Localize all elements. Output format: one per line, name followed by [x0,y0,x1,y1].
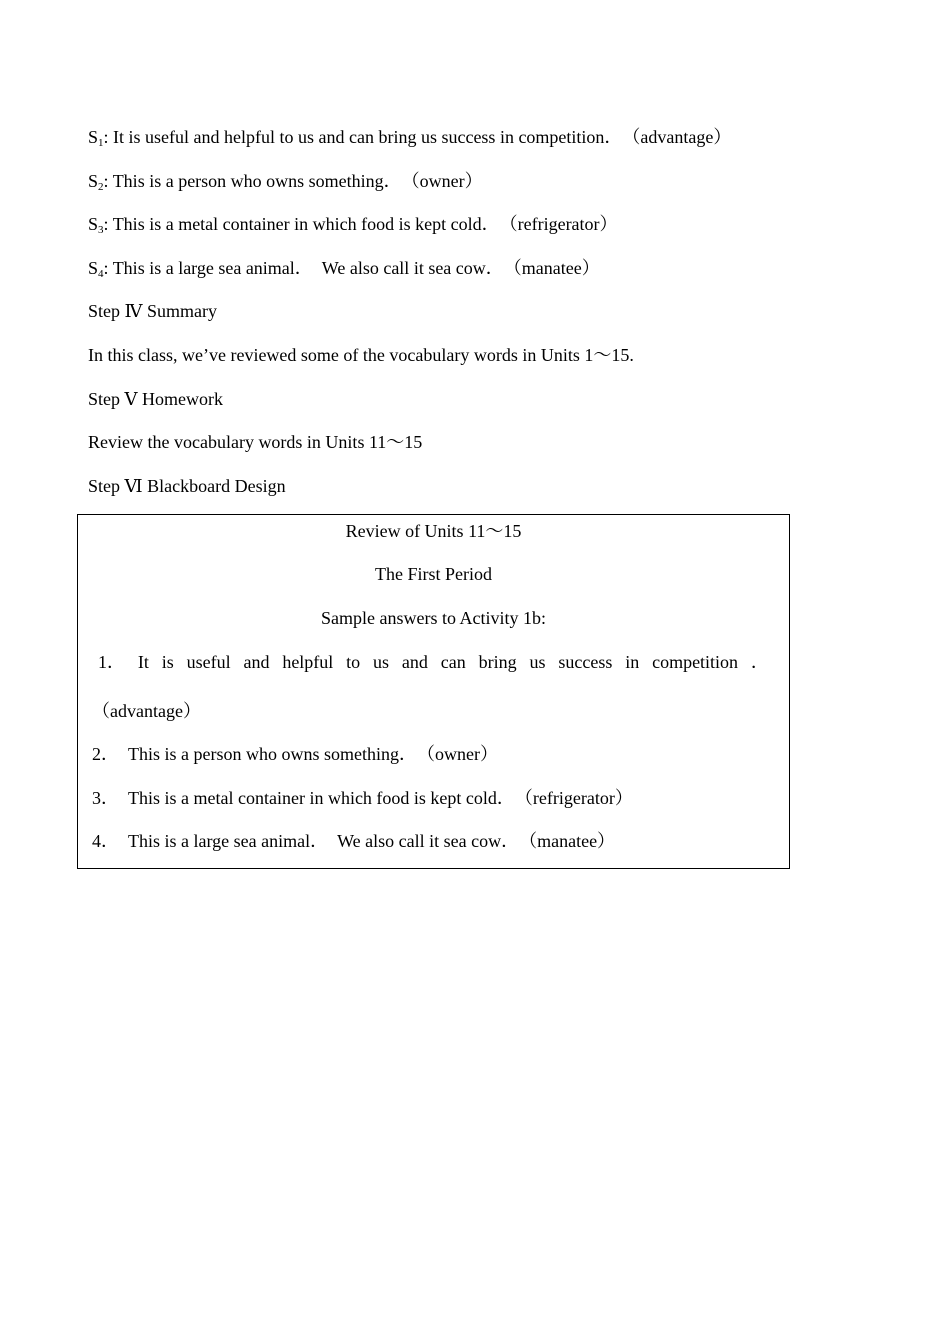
blackboard-period: The First Period [375,564,492,584]
word: can [440,652,466,672]
homework-paragraph: Review the vocabulary words in Units 11～15 [88,432,423,452]
blackboard-item-4: 4． This is a large sea animal． We also call it sea cow． （manatee） [92,831,616,851]
step-homework-heading: Step Ⅴ Homework [88,389,223,409]
step-summary-heading: Step Ⅳ Summary [88,301,217,321]
speaker-label: S [88,127,99,147]
word: ． [750,652,769,672]
dialogue-text: : This is a large sea animal． We also call it sea cow． （manatee） [103,258,600,278]
word: to [346,652,361,672]
word: helpful [282,652,334,672]
dialogue-line-s3 [88,213,618,241]
word: and [243,652,270,672]
word: useful [186,652,231,672]
blackboard-item-3: 3． This is a metal container in which food is kept cold． （refrigerator） [92,788,633,808]
step-blackboard-heading: Step Ⅵ Blackboard Design [88,476,286,496]
speaker-number: 3 [98,224,104,236]
speaker-number: 2 [98,181,104,193]
blackboard-item-1-continuation: （advantage） [92,701,201,721]
dialogue-line-s1 [88,126,731,154]
speaker-label: S [88,258,99,278]
word: and [401,652,428,672]
dialogue-line-s4 [88,257,600,285]
blackboard-heading: Sample answers to Activity 1b: [321,608,546,628]
word: competition [652,652,739,672]
word: us [529,652,546,672]
dialogue-text: : This is a metal container in which food is kept cold． （refrigerator） [103,214,618,234]
blackboard-item-2: 2． This is a person who owns something． （owner） [92,744,498,764]
blackboard-item-1 [98,651,769,673]
speaker-number: 4 [98,268,104,280]
speaker-number: 1 [98,137,104,149]
word: us [373,652,390,672]
dialogue-text: : It is useful and helpful to us and can bring us success in competition． （advantage） [103,127,732,147]
word: success [558,652,613,672]
speaker-label: S [88,171,99,191]
blackboard-design-box [77,514,790,869]
word: It [137,652,149,672]
word: in [625,652,640,672]
blackboard-title: Review of Units 11～15 [345,521,522,541]
dialogue-text: : This is a person who owns something． （owner） [103,171,483,191]
word: bring [478,652,517,672]
speaker-label: S [88,214,99,234]
word: 1． [98,652,125,672]
word: is [161,652,174,672]
dialogue-line-s2 [88,170,483,198]
summary-paragraph: In this class, we’ve reviewed some of the vocabulary words in Units 1～15. [88,345,634,365]
